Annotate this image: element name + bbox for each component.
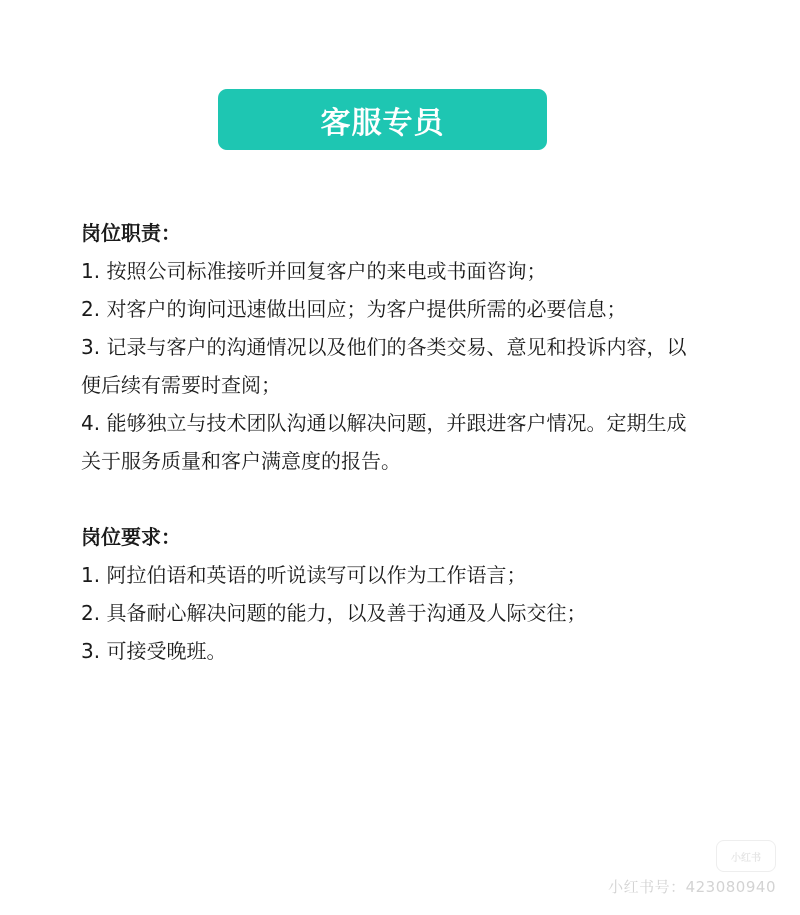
- page-title: 客服专员: [320, 105, 445, 141]
- responsibilities-list: [81, 252, 761, 480]
- requirements-list: [81, 556, 761, 670]
- responsibility-line: 1. 按照公司标准接听并回复客户的来电或书面咨询；: [81, 259, 547, 283]
- requirement-line: 2. 具备耐心解决问题的能力，以及善于沟通及人际交往；: [81, 601, 587, 625]
- responsibility-line: 关于服务质量和客户满意度的报告。: [81, 449, 401, 473]
- responsibilities-section: [81, 214, 761, 480]
- responsibilities-heading: 岗位职责：: [81, 221, 181, 245]
- responsibility-line: 2. 对客户的询问迅速做出回应；为客户提供所需的必要信息；: [81, 297, 627, 321]
- requirements-heading: 岗位要求：: [81, 525, 181, 549]
- responsibility-line: 3. 记录与客户的沟通情况以及他们的各类交易、意见和投诉内容，以: [81, 335, 687, 359]
- watermark-logo: [716, 840, 776, 872]
- title-badge: [218, 89, 547, 150]
- watermark-logo-text: 小红书: [731, 852, 761, 864]
- section-spacer: [81, 480, 761, 518]
- responsibility-line: 便后续有需要时查阅；: [81, 373, 281, 397]
- requirement-line: 3. 可接受晚班。: [81, 639, 227, 663]
- requirement-line: 1. 阿拉伯语和英语的听说读写可以作为工作语言；: [81, 563, 527, 587]
- watermark-user-id: 小红书号：423080940: [608, 878, 776, 896]
- job-description: [81, 214, 761, 670]
- requirements-section: [81, 518, 761, 670]
- responsibility-line: 4. 能够独立与技术团队沟通以解决问题，并跟进客户情况。定期生成: [81, 411, 687, 435]
